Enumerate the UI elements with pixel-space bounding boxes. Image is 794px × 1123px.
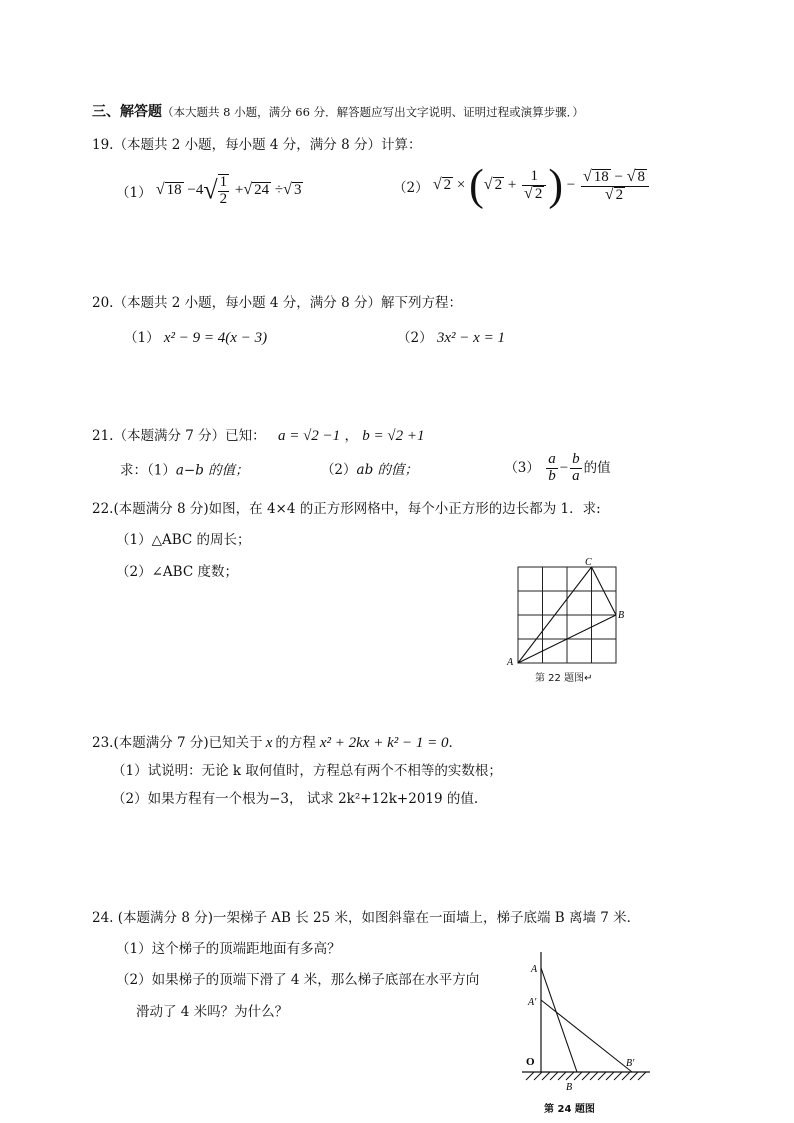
- label-b-prime: B′: [626, 1058, 635, 1069]
- q20-header: 20.（本题共 2 小题，每小题 4 分，满分 8 分）解下列方程：: [92, 295, 462, 311]
- q24-part2: （2）如果梯子的顶端下滑了 4 米，那么梯子底部在水平方向: [116, 972, 480, 988]
- label-c: C: [585, 557, 592, 568]
- q24-part1: （1）这个梯子的顶端距地面有多高？: [116, 941, 341, 957]
- label-o: O: [526, 1056, 535, 1068]
- section-title: 三、解答题: [92, 104, 162, 120]
- q23-part2: （2）如果方程有一个根为−3， 试求 2k²+12k+2019 的值.: [112, 791, 479, 807]
- q21-ask3: （3） $\frac{a}{b}$ − $\frac{b}{a}$ 的值: [504, 451, 611, 484]
- q22-header: 22.(本题满分 8 分)如图，在 4×4 的正方形网格中，每个小正方形的边长都为 1．求:: [92, 501, 601, 517]
- q21-ask2: （2）ab 的值；: [320, 462, 419, 479]
- label-b: B: [618, 610, 625, 621]
- q20-eq1: x² − 9 = 4(x − 3): [163, 330, 268, 346]
- q24-part2-cont: 滑动了 4 米吗？为什么？: [136, 1004, 289, 1020]
- section-note: （本大题共 8 小题，满分 66 分．解答题应写出文字说明、证明过程或演算步骤．）: [162, 105, 584, 119]
- q22-part1: （1）△ABC 的周长；: [116, 532, 251, 548]
- q21-ask1: 求：（1）a−b 的值；: [120, 462, 249, 479]
- label-a-prime: A′: [528, 997, 537, 1008]
- q20-eq2: 3x² − x = 1: [436, 330, 505, 346]
- grid-4x4: [518, 567, 616, 663]
- q21-header: 21.（本题满分 7 分）已知： a = √2 −1 ， b = √2 +1: [92, 428, 425, 444]
- ladder-ab: [541, 968, 577, 1072]
- section-heading: [92, 101, 584, 121]
- label-a: A: [531, 964, 538, 975]
- q19-part1: [116, 174, 303, 208]
- q21-a-expr: a = √2 −1: [277, 428, 341, 444]
- q22-figure: [500, 556, 640, 686]
- q19-expr2: √ 2 × (√ 2 + $\frac{1}{√ 2}$ ) − $\frac{√ 18 - √ 8}{√ 2}$: [433, 177, 651, 193]
- q24-header: 24. (本题满分 8 分)一架梯子 AB 长 25 米，如图斜靠在一面墙上，梯子底端 B 离墙 7 米．: [92, 910, 641, 926]
- ground-hatching: [526, 1072, 646, 1080]
- q20-part2: （2） 3x² − x = 1: [397, 330, 505, 346]
- q19-expr1: √ 18 −4√ $\frac{1}{2}$ +√ 24 ÷√ 3: [155, 174, 302, 207]
- q23-header: 23.(本题满分 7 分)已知关于 x 的方程 x² + 2kx + k² − 1 = 0．: [92, 735, 462, 751]
- q22-part2: （2）∠ABC 度数；: [116, 564, 238, 580]
- q21-asks: [120, 452, 611, 485]
- q19-p2-label: （2）: [393, 180, 429, 196]
- label-b: B: [566, 1082, 573, 1093]
- q19-p1-label: （1）: [116, 184, 152, 201]
- q19-part2: [393, 161, 651, 210]
- label-a: A: [507, 657, 514, 668]
- q24-figure: [512, 948, 657, 1098]
- ladder-a-prime-b-prime: [541, 1000, 632, 1072]
- q24-caption: 第 24 题图: [544, 1104, 595, 1115]
- q22-caption: 第 22 题图↵: [535, 673, 593, 684]
- q23-equation: x² + 2kx + k² − 1 = 0: [319, 735, 449, 751]
- q23-part1: （1）试说明：无论 k 取何值时，方程总有两个不相等的实数根；: [112, 763, 502, 779]
- q21-b-expr: b = √2 +1: [362, 428, 425, 444]
- q19-header: 19.（本题共 2 小题，每小题 4 分，满分 8 分）计算：: [92, 137, 422, 153]
- q20-part1: （1） x² − 9 = 4(x − 3): [124, 330, 268, 346]
